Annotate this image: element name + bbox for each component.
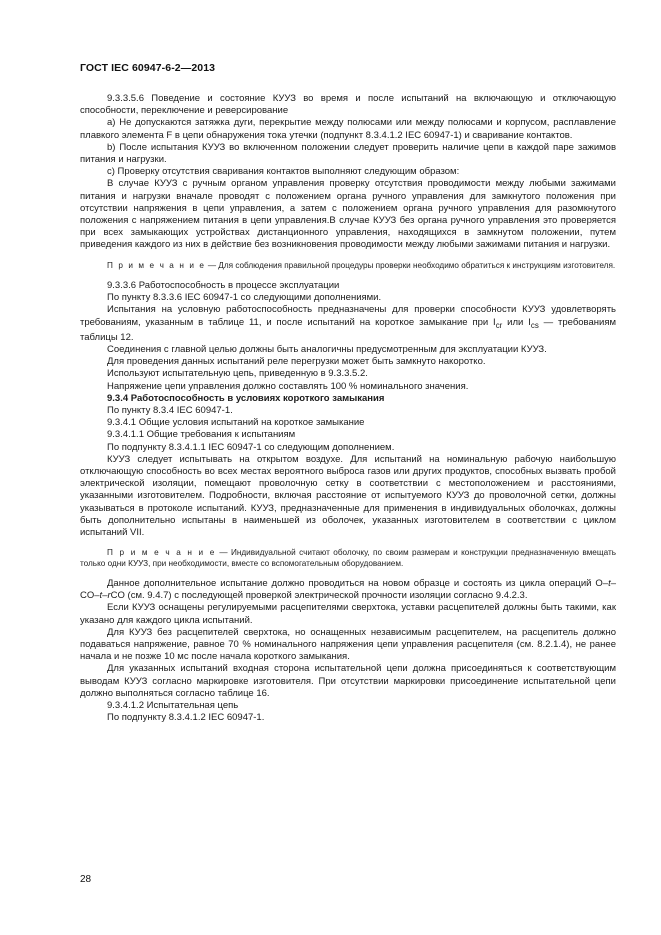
note-text: — Для соблюдения правильной процедуры проверки необходимо обратиться к инструкциям изготовителя. — [205, 260, 616, 270]
note-label: П р и м е ч а н и е — [107, 548, 216, 558]
clause-9-3-4-heading: 9.3.4 Работоспособность в условиях короткого замыкания — [107, 392, 385, 404]
item-b: b) После испытания КУУЗ во включенном положении следует проверить наличие цепи в каждой паре зажимов питания и нагрузки. — [80, 141, 616, 166]
paragraph: Для проведения данных испытаний реле перегрузки может быть замкнуто накоротко. — [107, 356, 486, 368]
page-number: 28 — [80, 874, 92, 885]
paragraph: По пункту 8.3.4 IEC 60947-1. — [107, 404, 233, 416]
document-body — [80, 93, 616, 724]
item-a: a) Не допускаются затяжка дуги, перекрытие между полюсами или между полюсами и корпусом, расплавление плавкого элемента F в цепи обнаружения тока утечки (подпункт 8.3.4.1.2 IEC 60947-1) и сваривание контактов. — [80, 117, 616, 141]
standard-header: ГОСТ IEC 60947-6-2—2013 — [80, 62, 216, 74]
welding-check-paragraph: В случае КУУЗ с ручным органом управления проверку отсутствия проводимости между любыми зажимами питания и нагрузки вначале проводят с положением органа ручного управления для замкнутого положения при отсутствии напряжения в цепи управления, а затем с положением органа ручного управления для разомкнутого положения с напряжением питания в цепи управления.В случае КУУЗ без органа ручного управления это проверяется при всех замыкающих устройствах дистанционного управления, находящихся в замкнутом положении, путем приведения каждого из них в действие без возникновения проводимости между любыми зажимами питания и нагрузки. — [80, 178, 616, 251]
conditional-operation-paragraph: Испытания на условную работоспособность предназначены для проверки способности КУУЗ удовлетворять требованиям, указанным в таблице 11, и после испытаний на короткое замыкание при $I_{cr}$ или $I_{cs}$ — требованиям таблицы 12. — [80, 304, 617, 343]
item-c: c) Проверку отсутствия сваривания контактов выполняют следующим образом: — [107, 166, 460, 178]
paragraph: Используют испытательную цепь, приведенную в 9.3.3.5.2. — [107, 368, 368, 380]
paragraph: Напряжение цепи управления должно составлять 100 % номинального значения. — [107, 380, 469, 392]
clause-9-3-4-1-1: 9.3.4.1.1 Общие требования к испытаниям — [107, 429, 296, 441]
note-text: — Индивидуальной считают оболочку, по своим размерам и конструкции предназначенную вмещать только одни КУУЗ, при необходимости, вместе со вспомогательным оборудованием. — [80, 548, 616, 568]
note-1 — [80, 261, 616, 271]
paragraph: Соединения с главной целью должны быть аналогичны предусмотренным для эксплуатации КУУЗ. — [107, 343, 547, 355]
paragraph: Для указанных испытаний входная сторона испытательной цепи должна присоединяться к соответствующим выводам КУУЗ согласно маркировке изготовителя. При отсутствии маркировки присоединение испытательной цепи должно выполняться согласно таблице 16. — [80, 663, 616, 699]
note-2 — [80, 548, 616, 569]
paragraph: По пункту 8.3.3.6 IEC 60947-1 со следующими дополнениями. — [107, 292, 382, 304]
clause-9-3-3-6: 9.3.3.6 Работоспособность в процессе эксплуатации — [107, 280, 340, 292]
clause-9-3-3-5-6: 9.3.3.5.6 Поведение и состояние КУУЗ во время и после испытаний на включающую и отключающую способности, переключение и реверсирование — [80, 93, 616, 117]
paragraph: По подпункту 8.3.4.1.1 IEC 60947-1 со следующим дополнением. — [107, 441, 395, 453]
additional-test-paragraph: Данное дополнительное испытание должно проводиться на новом образце и состоять из цикла операций O–t–CO–t–rCO (см. 9.4.7) с последующей проверкой электрической прочности изоляции согласно 9.4.2.3. — [80, 578, 616, 602]
paragraph: Для КУУЗ без расцепителей сверхтока, но оснащенных независимым расцепителем, на расцепитель должно подаваться напряжение, равное 70 % номинального напряжения цепи управления расцепителя (см. 8.2.1.4), не ранее начала и не позже 10 мс после начала короткого замыкания. — [80, 626, 616, 663]
clause-9-3-4-1-2: 9.3.4.1.2 Испытательная цепь — [107, 700, 239, 712]
clause-9-3-4-1: 9.3.4.1 Общие условия испытаний на короткое замыкание — [107, 417, 365, 429]
paragraph: Если КУУЗ оснащены регулируемыми расцепителями сверхтока, уставки расцепителей должны быть такими, как указано для каждого цикла испытаний. — [80, 602, 616, 626]
paragraph: По подпункту 8.3.4.1.2 IEC 60947-1. — [107, 712, 265, 724]
note-label: П р и м е ч а н и е — [107, 260, 206, 270]
open-air-test-paragraph: КУУЗ следует испытывать на открытом воздухе. Для испытаний на номинальную рабочую наибольшую отключающую способность во всех местах вероятного выброса газов или других продуктов, способных вызвать пробой электрической изоляции, помещают проволочную сетку в соответствии с местоположением и расстояниями, указанными изготовителем. Подробности, включая расстояние от испытуемого КУУЗ до проволочной сетки, должны указываться в протоколе испытаний. КУУЗ, предназначенные для применения в индивидуальных оболочках, должны быть дополнительно испытаны в наименьшей из оболочек, указанных изготовителем в соответствии с циклом испытаний VII. — [80, 453, 616, 538]
